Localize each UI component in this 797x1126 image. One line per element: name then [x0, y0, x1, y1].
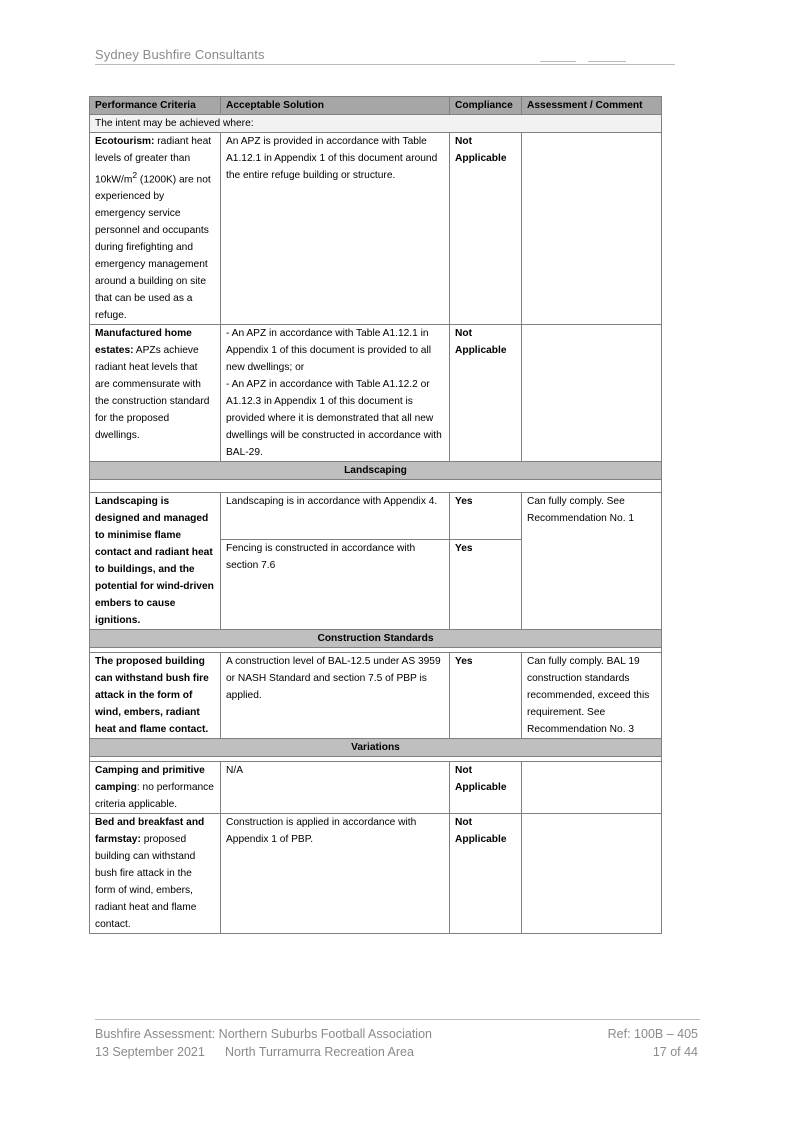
comment-cell: [522, 133, 662, 325]
section-row-construction: [90, 630, 662, 648]
compliance-value: Yes: [455, 496, 473, 508]
footer-left: [95, 1025, 432, 1061]
compliance-value: Not Applicable: [455, 136, 507, 164]
compliance-value: Not Applicable: [455, 328, 507, 357]
criteria-title: The proposed building can withstand bush fire attack in the form of wind, embers, radiant heat and flame contact.: [95, 656, 209, 736]
table-row: [90, 133, 662, 325]
criteria-cell: [90, 325, 221, 462]
criteria-title: Camping and primitive camping: [95, 765, 205, 794]
comment-cell: [522, 814, 662, 934]
column-header: Assessment / Comment: [522, 97, 662, 115]
solution-cell: Fencing is constructed in accordance with section 7.6: [221, 539, 450, 630]
compliance-cell: [450, 493, 522, 539]
comment-cell: [522, 762, 662, 814]
section-row-variations: [90, 739, 662, 757]
solution-cell: Construction is applied in accordance with Appendix 1 of PBP.: [221, 814, 450, 934]
column-header: Compliance: [450, 97, 522, 115]
criteria-title: Manufactured home estates:: [95, 328, 192, 357]
compliance-cell: [450, 325, 522, 462]
compliance-table: [89, 96, 662, 934]
solution-cell: A construction level of BAL-12.5 under AS 3959 or NASH Standard and section 7.5 of PBP is applied.: [221, 653, 450, 739]
column-header: Acceptable Solution: [221, 97, 450, 115]
criteria-text: : no performance criteria applicable.: [95, 782, 214, 811]
criteria-title: Bed and breakfast and farmstay:: [95, 817, 205, 846]
compliance-value: Not Applicable: [455, 765, 507, 794]
criteria-title: Ecotourism:: [95, 136, 155, 147]
page-header-title: Sydney Bushfire Consultants: [95, 47, 265, 62]
solution-option: - An APZ in accordance with Table A1.12.2 or A1.12.3 in Appendix 1 of this document is provided where it is demonstrated that all new dwellings will be constructed in accordance with BAL-29.: [226, 379, 442, 459]
header-rule: [95, 64, 675, 65]
compliance-cell: [450, 762, 522, 814]
compliance-cell: [450, 814, 522, 934]
criteria-title: Landscaping is designed and managed to minimise flame contact and radiant heat to buildings, and the potential for wind-driven embers to cause ignitions.: [95, 496, 214, 627]
criteria-text: (1200K) are not experienced by emergency service personnel and occupants during firefighting and emergency management around a building on site that can be used as a refuge.: [95, 174, 211, 322]
compliance-value: Yes: [455, 542, 473, 554]
table-header-row: [90, 97, 662, 115]
table-row: [90, 325, 662, 462]
footer-line-2: [95, 1043, 432, 1061]
comment-cell: Can fully comply. See Recommendation No. 1: [522, 493, 662, 630]
table-row: [90, 814, 662, 934]
criteria-text: APZs achieve radiant heat levels that are commensurate with the construction standard for the proposed dwellings.: [95, 345, 210, 442]
table-row: [90, 493, 662, 539]
criteria-cell: [90, 493, 221, 630]
table-row: [90, 762, 662, 814]
footer-reference: Ref: 100B – 405: [607, 1027, 698, 1041]
criteria-cell: [90, 653, 221, 739]
footer-date: 13 September 2021: [95, 1045, 205, 1059]
compliance-value: Not Applicable: [455, 817, 507, 846]
footer-location: North Turramurra Recreation Area: [225, 1045, 414, 1059]
criteria-cell: [90, 814, 221, 934]
section-title: Construction Standards: [90, 630, 662, 648]
solution-cell: [221, 325, 450, 462]
comment-cell: Can fully comply. BAL 19 construction standards recommended, exceed this requirement. See Recommendation No. 3: [522, 653, 662, 739]
criteria-cell: [90, 762, 221, 814]
criteria-text: proposed building can withstand bush fire attack in the form of wind, embers, radiant heat and flame contact.: [95, 834, 197, 931]
comment-cell: [522, 325, 662, 462]
footer-document-title: Bushfire Assessment: Northern Suburbs Football Association: [95, 1027, 432, 1041]
page-number: 17 of 44: [652, 1045, 698, 1059]
footer-right: [608, 1025, 698, 1061]
section-title: Variations: [90, 739, 662, 757]
criteria-text: radiant heat levels of greater than 10kW/m: [95, 136, 212, 186]
footer-rule: [95, 1019, 700, 1020]
solution-option: - An APZ in accordance with Table A1.12.1 in Appendix 1 of this document is provided to all new dwellings; or: [226, 328, 432, 374]
compliance-value: Yes: [455, 656, 473, 668]
superscript: 2: [132, 170, 138, 180]
criteria-cell: [90, 133, 221, 325]
intent-text: The intent may be achieved where:: [90, 115, 662, 133]
solution-cell: N/A: [221, 762, 450, 814]
compliance-cell: [450, 653, 522, 739]
solution-cell: An APZ is provided in accordance with Table A1.12.1 in Appendix 1 of this document around the entire refuge building or structure.: [221, 133, 450, 325]
intent-row: [90, 115, 662, 133]
spacer-cell: [90, 480, 662, 493]
table-row: [90, 653, 662, 739]
compliance-cell: [450, 539, 522, 630]
compliance-cell: [450, 133, 522, 325]
section-row-landscaping: [90, 462, 662, 480]
spacer-row: [90, 480, 662, 493]
solution-cell: Landscaping is in accordance with Appendix 4.: [221, 493, 450, 539]
column-header: Performance Criteria: [90, 97, 221, 115]
section-title: Landscaping: [90, 462, 662, 480]
